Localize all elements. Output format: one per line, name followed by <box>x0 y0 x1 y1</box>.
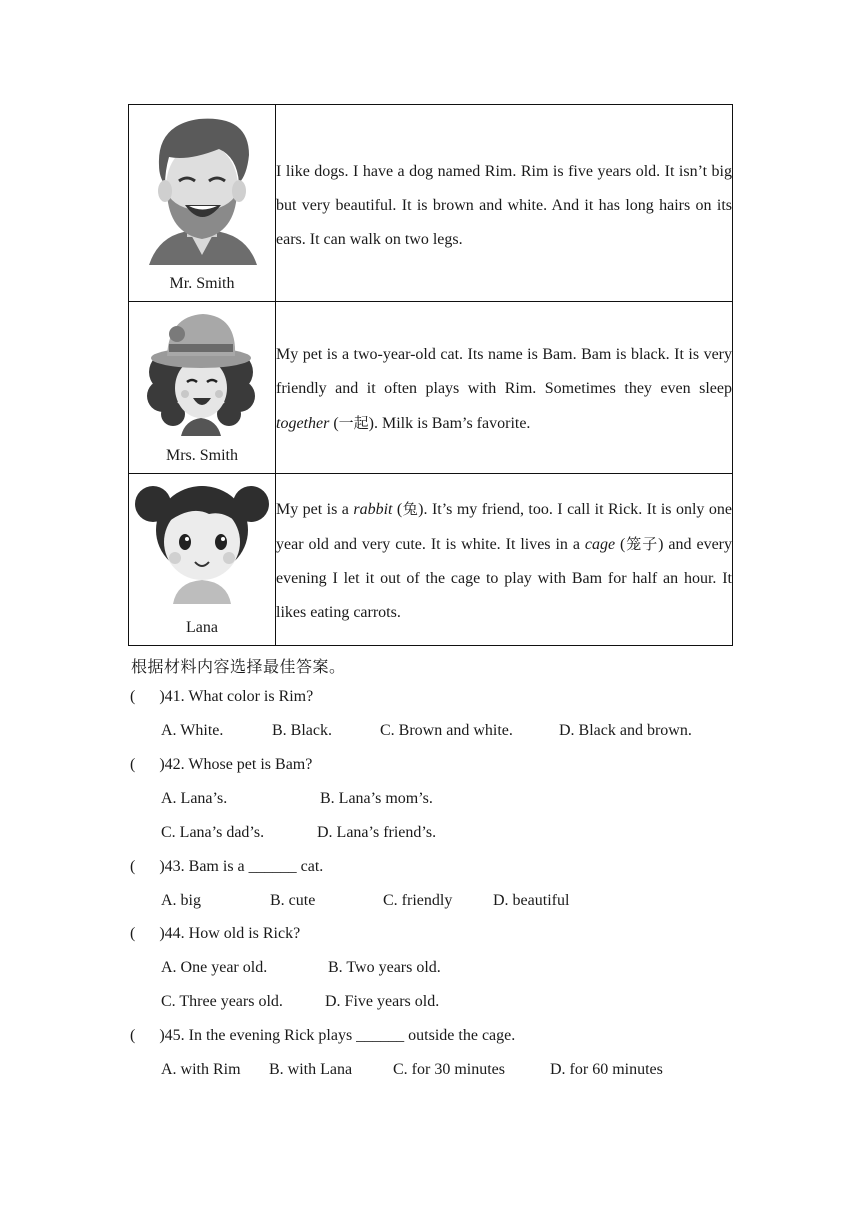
option-d: D. Black and brown. <box>559 722 692 739</box>
text-segment: ). It’s my friend, too. I call it Rick. It is only one year old and very cute. It is white. It lives in a <box>276 501 732 553</box>
description-cell <box>276 105 733 302</box>
question-41: ( )41. What color is Rim? <box>130 688 314 705</box>
option-a: A. White. <box>161 722 224 739</box>
text-segment: cage <box>584 536 616 553</box>
text-segment: ) and every evening I let it out of the cage to play with Bam for half an hour. It likes eating carrots. <box>276 536 732 621</box>
question-45: ( )45. In the evening Rick plays ______ outside the cage. <box>130 1027 516 1044</box>
description-cell <box>276 474 733 646</box>
option-a: A. One year old. <box>161 959 268 976</box>
text-segment: 笼子 <box>625 535 659 553</box>
option-c: C. Three years old. <box>161 993 283 1010</box>
text-segment: 一起 <box>338 414 369 432</box>
option-a: A. big <box>161 892 201 909</box>
option-c: C. for 30 minutes <box>393 1061 505 1078</box>
text-segment: My pet is a <box>276 501 354 518</box>
option-c: C. friendly <box>383 892 453 909</box>
description-text <box>276 105 732 257</box>
description-text <box>276 302 732 441</box>
option-b: B. with Lana <box>269 1061 353 1078</box>
person-cell <box>129 302 276 474</box>
woman-with-hat-icon <box>129 302 275 436</box>
option-b: B. cute <box>270 892 316 909</box>
text-segment: My pet is a two-year-old cat. Its name is Bam. Bam is black. It is very friendly and it often plays with Rim. Sometimes they even sleep <box>276 346 732 397</box>
person-name: Mrs. Smith <box>165 447 238 464</box>
text-segment: together <box>276 415 330 432</box>
person-name: Lana <box>186 619 218 636</box>
text-segment: rabbit <box>353 501 393 518</box>
option-d: D. Five years old. <box>325 993 440 1010</box>
text-segment: 兔 <box>402 500 419 518</box>
option-b: B. Two years old. <box>328 959 441 976</box>
description-text <box>276 474 732 630</box>
text-segment: ( <box>392 501 403 518</box>
person-cell <box>129 474 276 646</box>
table-row <box>129 302 733 474</box>
text-segment: I like dogs. I have a dog named Rim. Rim is five years old. It isn’t big but very beautiful. It is brown and white. And it has long hairs on its ears. It can walk on two legs. <box>276 163 732 248</box>
option-c: C. Lana’s dad’s. <box>161 824 265 841</box>
option-d: D. for 60 minutes <box>550 1061 663 1078</box>
option-c: C. Brown and white. <box>380 722 513 739</box>
person-name: Mr. Smith <box>169 275 235 292</box>
option-b: B. Black. <box>272 722 332 739</box>
instruction-text: 根据材料内容选择最佳答案。 <box>131 657 346 676</box>
text-segment: ( <box>615 536 626 553</box>
description-cell <box>276 302 733 474</box>
table-row <box>129 474 733 646</box>
text-segment: ( <box>329 415 339 432</box>
option-d: D. beautiful <box>493 892 570 909</box>
pets-table <box>128 104 733 646</box>
question-42: ( )42. Whose pet is Bam? <box>130 756 313 773</box>
girl-with-pigtails-icon <box>129 474 275 604</box>
person-cell <box>129 105 276 302</box>
smiling-man-icon <box>129 105 275 265</box>
question-44: ( )44. How old is Rick? <box>130 925 301 942</box>
option-b: B. Lana’s mom’s. <box>320 790 433 807</box>
option-d: D. Lana’s friend’s. <box>317 824 437 841</box>
option-a: A. with Rim <box>161 1061 241 1078</box>
table-row <box>129 105 733 302</box>
option-a: A. Lana’s. <box>161 790 228 807</box>
question-43: ( )43. Bam is a ______ cat. <box>130 858 324 875</box>
text-segment: ). Milk is Bam’s favorite. <box>368 415 531 432</box>
